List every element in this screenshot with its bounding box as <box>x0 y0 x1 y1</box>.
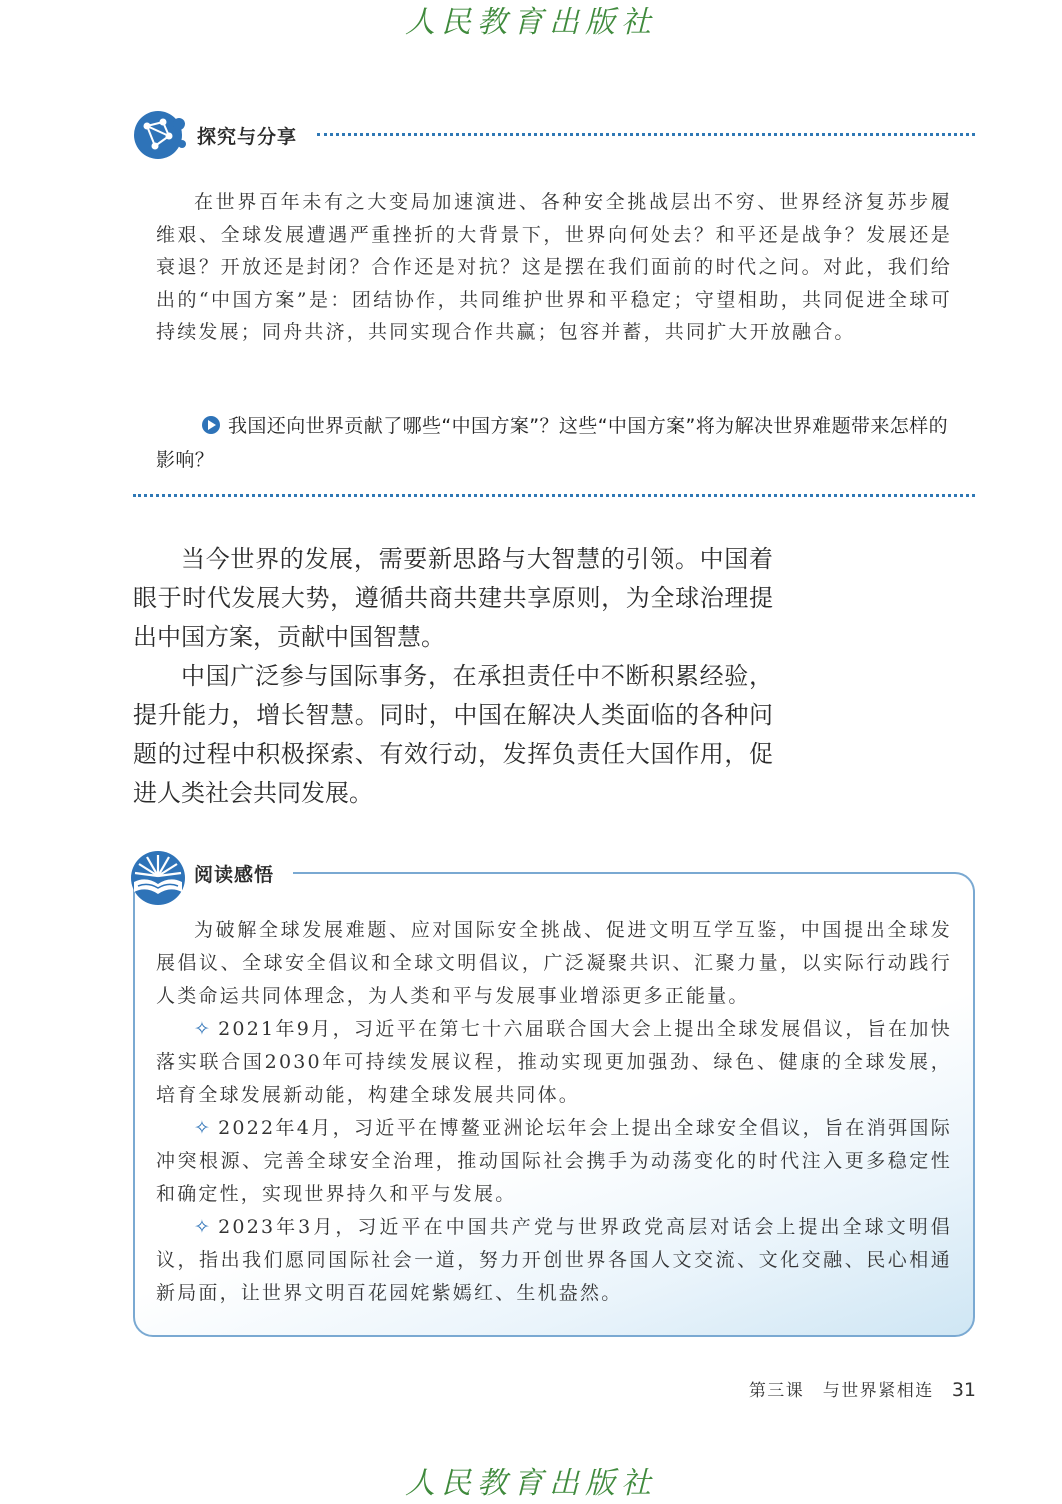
diamond-bullet-icon: ✧ <box>194 1216 213 1238</box>
diamond-bullet-icon: ✧ <box>194 1117 213 1139</box>
reading-reflection-header <box>128 846 978 906</box>
dotted-divider-bottom <box>133 494 975 497</box>
reading-intro: 为破解全球发展难题、应对国际安全挑战、促进文明互学互鉴，中国提出全球发展倡议、全球安全倡议和全球文明倡议，广泛凝聚共识、汇聚力量，以实际行动践行人类命运共同体理念，为人类和平与发展事业增添更多正能量。 <box>156 919 952 1007</box>
publisher-name: 人民教育出版社 <box>405 5 657 40</box>
publisher-logo-svg <box>381 1462 681 1504</box>
reading-item <box>156 1013 952 1112</box>
publisher-logo-bottom <box>0 1462 1062 1504</box>
explore-share-content <box>156 186 952 349</box>
molecule-icon <box>133 108 189 162</box>
reading-reflection-title: 阅读感悟 <box>194 864 275 886</box>
main-body-text <box>133 540 773 813</box>
page-footer <box>600 1376 976 1401</box>
explore-question <box>156 409 956 477</box>
explore-question-text: 我国还向世界贡献了哪些“中国方案”？这些“中国方案”将为解决世界难题带来怎样的影响？ <box>156 415 948 471</box>
explore-share-header <box>133 108 975 162</box>
explore-share-title: 探究与分享 <box>197 126 298 148</box>
lesson-title: 第三课 与世界紧相连 <box>748 1381 934 1401</box>
reading-item-text: 2022年4月，习近平在博鳌亚洲论坛年会上提出全球安全倡议，旨在消弭国际冲突根源、完善全球安全治理，推动国际社会携手为动荡变化的时代注入更多稳定性和确定性，实现世界持久和平与发展。 <box>156 1117 952 1205</box>
publisher-logo-top <box>0 0 1062 44</box>
page-number: 31 <box>951 1379 976 1401</box>
arrow-bullet-icon <box>202 416 220 434</box>
reading-item-text: 2023年3月，习近平在中国共产党与世界政党高层对话会上提出全球文明倡议，指出我们愿同国际社会一道，努力开创世界各国人文交流、文化交融、民心相通新局面，让世界文明百花园姹紫嫣红、生机盎然。 <box>156 1216 952 1304</box>
reading-item <box>156 1112 952 1211</box>
open-book-icon <box>128 846 188 906</box>
reading-item-text: 2021年9月，习近平在第七十六届联合国大会上提出全球发展倡议，旨在加快落实联合国2030年可持续发展议程，推动实现更加强劲、绿色、健康的全球发展，培育全球发展新动能，构建全球发展共同体。 <box>156 1018 952 1106</box>
main-paragraph: 中国广泛参与国际事务，在承担责任中不断积累经验，提升能力，增长智慧。同时，中国在解决人类面临的各种问题的过程中积极探索、有效行动，发挥负责任大国作用，促进人类社会共同发展。 <box>133 662 773 807</box>
reading-item <box>156 1211 952 1310</box>
publisher-name: 人民教育出版社 <box>405 1466 657 1501</box>
explore-paragraph: 在世界百年未有之大变局加速演进、各种安全挑战层出不穷、世界经济复苏步履维艰、全球发展遭遇严重挫折的大背景下，世界向何处去？和平还是战争？发展还是衰退？开放还是封闭？合作还是对抗？这是摆在我们面前的时代之问。对此，我们给出的“中国方案”是：团结协作，共同维护世界和平稳定；守望相助，共同促进全球可持续发展；同舟共济，共同实现合作共赢；包容并蓄，共同扩大开放融合。 <box>156 191 952 343</box>
diamond-bullet-icon: ✧ <box>194 1018 213 1040</box>
reading-reflection-content <box>156 914 952 1310</box>
publisher-logo-svg <box>381 0 681 44</box>
main-paragraph: 当今世界的发展，需要新思路与大智慧的引领。中国着眼于时代发展大势，遵循共商共建共享原则，为全球治理提出中国方案，贡献中国智慧。 <box>133 545 773 651</box>
dotted-divider-top <box>317 133 975 136</box>
